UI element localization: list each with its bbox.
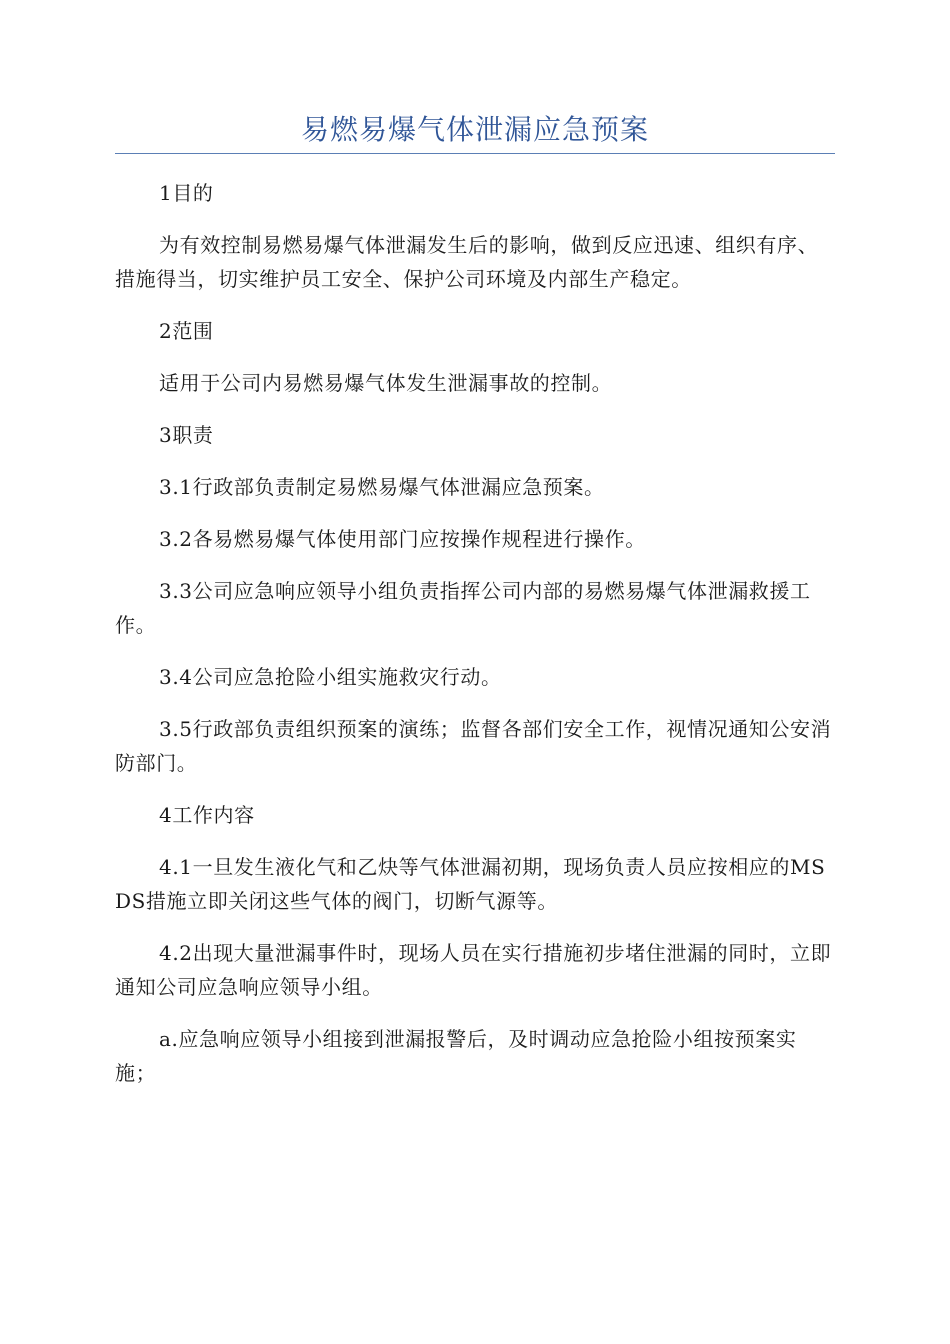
paragraph-work-item-a: a.应急响应领导小组接到泄漏报警后，及时调动应急抢险小组按预案实施；: [115, 1027, 797, 1085]
title-underline: [115, 153, 835, 154]
section-heading-scope: 2范围: [159, 319, 214, 343]
section-heading-work: 4工作内容: [159, 803, 255, 827]
paragraph-duty-3-2: 3.2各易燃易爆气体使用部门应按操作规程进行操作。: [159, 527, 646, 551]
section-heading-purpose: 1目的: [159, 181, 214, 205]
paragraph-duty-3-3: 3.3公司应急响应领导小组负责指挥公司内部的易燃易爆气体泄漏救援工作。: [115, 579, 811, 637]
paragraph-scope: 适用于公司内易燃易爆气体发生泄漏事故的控制。: [159, 371, 613, 395]
section-heading-duties: 3职责: [159, 423, 214, 447]
paragraph-duty-3-1: 3.1行政部负责制定易燃易爆气体泄漏应急预案。: [159, 475, 605, 499]
document-title: 易燃易爆气体泄漏应急预案: [300, 113, 649, 146]
paragraph-work-4-2: 4.2出现大量泄漏事件时，现场人员在实行措施初步堵住泄漏的同时，立即通知公司应急响应领导小组。: [115, 941, 832, 999]
paragraph-duty-3-5: 3.5行政部负责组织预案的演练；监督各部们安全工作，视情况通知公安消防部门。: [115, 717, 832, 775]
paragraph-work-4-1: 4.1一旦发生液化气和乙炔等气体泄漏初期，现场负责人员应按相应的MSDS措施立即关闭这些气体的阀门，切断气源等。: [115, 855, 826, 913]
document-body: [115, 176, 835, 1108]
paragraph-duty-3-4: 3.4公司应急抢险小组实施救灾行动。: [159, 665, 502, 689]
paragraph-purpose: 为有效控制易燃易爆气体泄漏发生后的影响，做到反应迅速、组织有序、措施得当，切实维护员工安全、保护公司环境及内部生产稳定。: [115, 233, 819, 291]
